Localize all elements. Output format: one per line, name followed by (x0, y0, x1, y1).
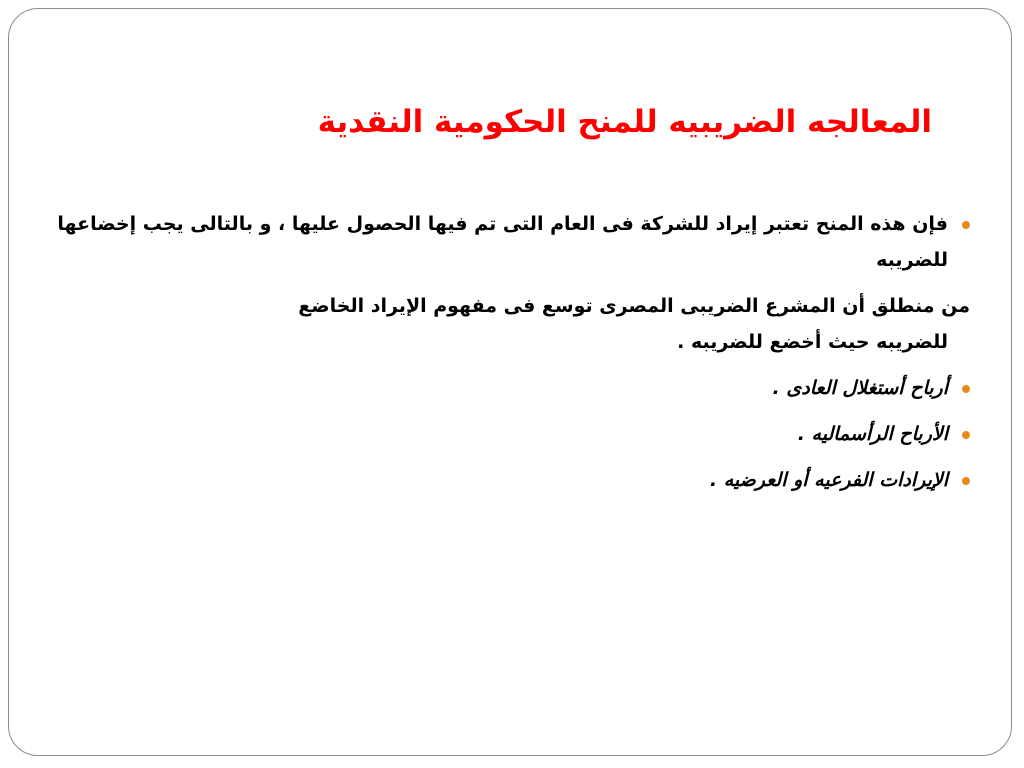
bullet-dot-icon (962, 221, 970, 229)
paragraph-2 (50, 288, 992, 360)
paragraph-text: فإن هذه المنح تعتبر إيراد للشركة فى العام التى تم فيها الحصول عليها ، و بالتالى يجب إخضاعها للضريبه (57, 213, 948, 271)
bullet-paragraph-5 (50, 462, 970, 498)
bullet-paragraph-4 (50, 416, 970, 452)
bullet-dot-icon (962, 385, 970, 393)
bullet-dot-icon (962, 477, 970, 485)
bullet-dot-icon (962, 431, 970, 439)
paragraph-text: أرباح أستغلال العادى . (772, 377, 948, 399)
bullet-paragraph-1 (50, 206, 970, 278)
bullet-paragraph-3 (50, 370, 970, 406)
slide-body (50, 206, 970, 508)
paragraph-line-1: من منطلق أن المشرع الضريبى المصرى توسع فى مفهوم الإيراد الخاضع (298, 295, 970, 317)
paragraph-text: الإيرادات الفرعيه أو العرضيه . (709, 469, 948, 491)
paragraph-line-2: للضريبه حيث أخضع للضريبه . (677, 331, 948, 353)
paragraph-text: الأرباح الرأسماليه . (797, 423, 948, 445)
slide-title: المعالجه الضريبيه للمنح الحكومية النقدية (317, 104, 932, 140)
